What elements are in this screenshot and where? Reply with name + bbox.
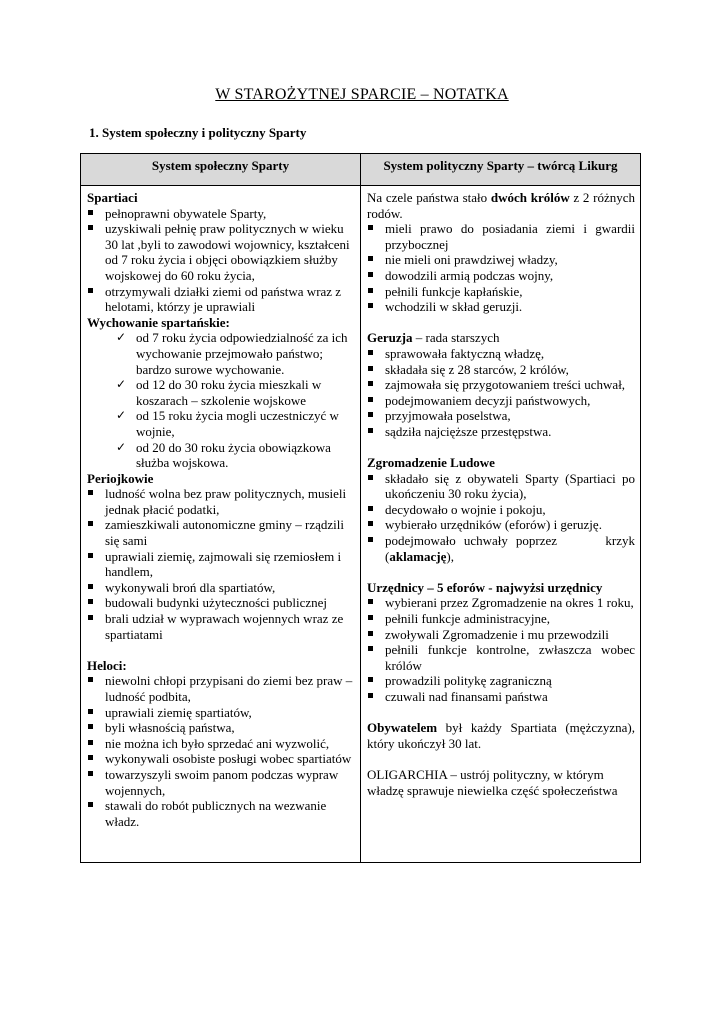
bullet-icon [368,288,373,293]
bullet-icon [368,225,373,230]
list-item: podejmowaniem decyzji państwowych, [367,393,635,409]
list-item: uzyskiwali pełnię praw politycznych w wieku 30 lat ,byli to zawodowi wojownicy, kształceni od 7 roku życia i objęci obowiązkiem służby wojskowej do 60 roku życia, [87,221,355,283]
list-item: ✓ od 12 do 30 roku życia mieszkali w koszarach – szkolenie wojskowe [116,377,322,408]
list-item: wybierani przez Zgromadzenie na okres 1 roku, [367,595,635,611]
list-item: uprawiali ziemię, zajmowali się rzemiosłem i handlem, [87,549,355,580]
bullet-icon [368,256,373,261]
bullet-icon [88,521,93,526]
bullet-icon [368,381,373,386]
bullet-icon [368,631,373,636]
list-item: pełnili funkcje administracyjne, [367,611,635,627]
bullet-icon [368,303,373,308]
bullet-icon [368,412,373,417]
wychowanie-list [87,330,355,470]
checkmark-icon: ✓ [116,377,127,392]
bullet-icon [88,740,93,745]
bullet-icon [88,615,93,620]
list-item: wykonywali broń dla spartiatów, [87,580,355,596]
document-title: W STAROŻYTNEJ SPARCIE – NOTATKA [215,86,509,103]
list-item: zwoływali Zgromadzenie i mu przewodzili [367,627,635,643]
kings-intro: Na czele państwa stało dwóch królów z 2 różnych rodów. [367,190,636,221]
political-system-cell [361,186,641,863]
bullet-icon [368,272,373,277]
list-item: pełnoprawni obywatele Sparty, [87,206,355,222]
list-item: budowali budynki użyteczności publicznej [87,595,355,611]
list-item: ludność wolna bez praw politycznych, musieli jednak płacić podatki, [87,486,355,517]
list-item: wybierało urzędników (eforów) i geruzję. [367,517,635,533]
list-item: wchodzili w skład geruzji. [367,299,635,315]
bullet-icon [88,288,93,293]
social-system-cell [81,186,361,863]
bullet-icon [88,225,93,230]
list-item: prowadzili politykę zagraniczną [367,673,635,689]
section-heading: 1. System społeczny i polityczny Sparty [89,125,307,140]
list-item: podejmowało uchwały poprzez krzyk (aklamację), [367,533,635,564]
bullet-icon [368,537,373,542]
list-item: ✓ od 20 do 30 roku życia obowiązkowa służba wojskowa. [116,439,331,471]
list-item: nie można ich było sprzedać ani wyzwolić, [87,736,355,752]
list-item: dowodzili armią podczas wojny, [367,268,635,284]
list-item: nie mieli oni prawdziwej władzy, [367,252,635,268]
bullet-icon [368,428,373,433]
column-header-political: System polityczny Sparty – twórcą Likurg [361,154,641,186]
list-item: zamieszkiwali autonomiczne gminy – rządzili się sami [87,517,355,548]
list-item: niewolni chłopi przypisani do ziemi bez praw – ludność podbita, [87,673,355,704]
heloci-heading: Heloci: [87,657,127,673]
list-item: składała się z 28 starców, 2 królów, [367,362,635,378]
urzednicy-heading: Urzędnicy – 5 eforów - najwyżsi urzędnicy [367,579,603,595]
bullet-icon [88,755,93,760]
list-item: decydowało o wojnie i pokoju, [367,502,635,518]
table-header-row [81,154,641,186]
bullet-icon [368,506,373,511]
bullet-icon [368,693,373,698]
list-item: ✓ od 7 roku życia odpowiedzialność za ich wychowanie przejmowało państwo; bardzo surowe wychowanie. [116,330,348,377]
periojkowie-list [87,486,355,642]
bullet-icon [368,599,373,604]
oligarchy-definition: OLIGARCHIA – ustrój polityczny, w którym władzę sprawuje niewielka część społeczeństwa [367,766,618,798]
list-item: otrzymywali działki ziemi od państwa wraz z helotami, którzy je uprawiali [87,284,355,315]
bullet-icon [88,677,93,682]
list-item: przyjmowała poselstwa, [367,408,635,424]
checkmark-icon: ✓ [116,330,127,345]
bullet-icon [88,709,93,714]
list-item: sprawowała faktyczną władzę, [367,346,635,362]
bullet-icon [88,490,93,495]
geruzja-list [367,346,635,440]
checkmark-icon: ✓ [116,439,127,454]
bullet-icon [368,677,373,682]
bullet-icon [368,350,373,355]
list-item: stawali do robót publicznych na wezwanie władz. [87,798,355,829]
zgromadzenie-heading: Zgromadzenie Ludowe [367,455,495,471]
wychowanie-heading: Wychowanie spartańskie: [87,314,230,330]
list-item: mieli prawo do posiadania ziemi i gwardii przybocznej [367,221,635,252]
bullet-icon [88,724,93,729]
list-item: zajmowała się przygotowaniem treści uchwał, [367,377,635,393]
periojkowie-heading: Periojkowie [87,470,154,486]
checkmark-icon: ✓ [116,408,127,423]
geruzja-heading: Geruzja – rada starszych [367,330,500,346]
list-item: brali udział w wyprawach wojennych wraz ze spartiatami [87,611,355,642]
heloci-list [87,673,355,829]
urzednicy-list [367,595,635,704]
bullet-icon [88,802,93,807]
bullet-icon [88,584,93,589]
list-item: sądziła najcięższe przestępstwa. [367,424,635,440]
list-item: ✓ od 15 roku życia mogli uczestniczyć w wojnie, [116,408,339,439]
list-item: towarzyszyli swoim panom podczas wypraw wojennych, [87,767,355,798]
bullet-icon [368,397,373,402]
bullet-icon [368,366,373,371]
bullet-icon [88,771,93,776]
list-item: wykonywali osobiste posługi wobec spartiatów [87,751,355,767]
list-item: czuwali nad finansami państwa [367,689,635,705]
zgromadzenie-list [367,470,639,565]
list-item: uprawiali ziemię spartiatów, [87,705,355,721]
bullet-icon [368,646,373,651]
spartiaci-heading: Spartiaci [87,190,138,205]
list-item: składało się z obywateli Sparty (Spartiaci po ukończeniu 30 roku życia), [367,471,635,502]
kings-list [367,221,635,315]
list-item: byli własnością państwa, [87,720,355,736]
bullet-icon [88,599,93,604]
citizen-definition: Obywatelem był każdy Spartiata (mężczyzna), który ukończył 30 lat. [367,720,635,751]
list-item: pełnili funkcje kontrolne, zwłaszcza wobec królów [367,642,635,673]
spartiaci-list [87,206,355,315]
column-header-social: System społeczny Sparty [81,154,361,186]
bullet-icon [88,210,93,215]
list-item: pełnili funkcje kapłańskie, [367,284,635,300]
bullet-icon [368,615,373,620]
bullet-icon [88,553,93,558]
sparta-table [80,153,641,863]
bullet-icon [368,475,373,480]
table-body-row [81,186,641,863]
bullet-icon [368,521,373,526]
